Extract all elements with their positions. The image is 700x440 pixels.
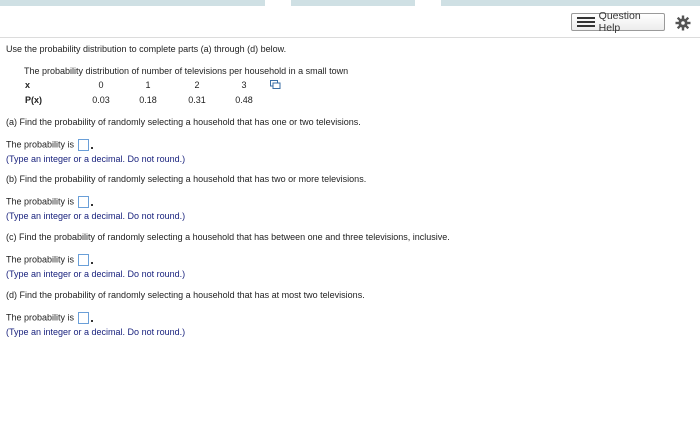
question-help-label: Question Help xyxy=(598,10,641,34)
part-b-hint: (Type an integer or a decimal. Do not round.) xyxy=(6,211,186,221)
gear-icon[interactable] xyxy=(675,15,691,31)
part-a-hint: (Type an integer or a decimal. Do not round.) xyxy=(6,154,186,164)
x-value: 1 xyxy=(145,80,151,90)
part-a-answer-line xyxy=(6,139,93,151)
p-value: 0.31 xyxy=(188,95,206,105)
p-header: P(x) xyxy=(25,95,43,105)
part-d-answer-input[interactable] xyxy=(78,312,89,324)
period xyxy=(91,147,93,149)
x-header: x xyxy=(25,80,31,90)
list-icon xyxy=(577,17,595,27)
part-b-answer-line xyxy=(6,196,93,208)
x-value: 2 xyxy=(194,80,200,90)
part-c-answer-line xyxy=(6,254,93,266)
part-a-question: (a) Find the probability of randomly selecting a household that has one or two televisions. xyxy=(6,117,361,127)
part-c-question: (c) Find the probability of randomly selecting a household that has between one and three televisions, inclusive. xyxy=(6,232,450,242)
part-d-answer-line xyxy=(6,312,93,324)
distribution-title: The probability distribution of number of televisions per household in a small town xyxy=(24,66,349,76)
part-c-answer-input[interactable] xyxy=(78,254,89,266)
p-value: 0.48 xyxy=(235,95,253,105)
part-b-question: (b) Find the probability of randomly selecting a household that has two or more televisions. xyxy=(6,174,367,184)
question-help-button[interactable] xyxy=(571,10,665,34)
part-d-hint: (Type an integer or a decimal. Do not round.) xyxy=(6,327,186,337)
p-value: 0.03 xyxy=(92,95,110,105)
part-c-hint: (Type an integer or a decimal. Do not round.) xyxy=(6,269,186,279)
period xyxy=(91,204,93,206)
question-header xyxy=(0,6,700,38)
x-value: 3 xyxy=(241,80,247,90)
part-b-answer-input[interactable] xyxy=(78,196,89,208)
part-d-question: (d) Find the probability of randomly selecting a household that has at most two televisions. xyxy=(6,290,365,300)
p-value: 0.18 xyxy=(139,95,157,105)
answer-prefix: The probability is xyxy=(6,254,75,265)
period xyxy=(91,262,93,264)
x-value: 0 xyxy=(98,80,104,90)
period xyxy=(91,320,93,322)
answer-prefix: The probability is xyxy=(6,196,75,207)
answer-prefix: The probability is xyxy=(6,139,75,150)
copy-icon[interactable] xyxy=(270,80,281,89)
instruction-text: Use the probability distribution to complete parts (a) through (d) below. xyxy=(6,44,287,54)
part-a-answer-input[interactable] xyxy=(78,139,89,151)
answer-prefix: The probability is xyxy=(6,312,75,323)
